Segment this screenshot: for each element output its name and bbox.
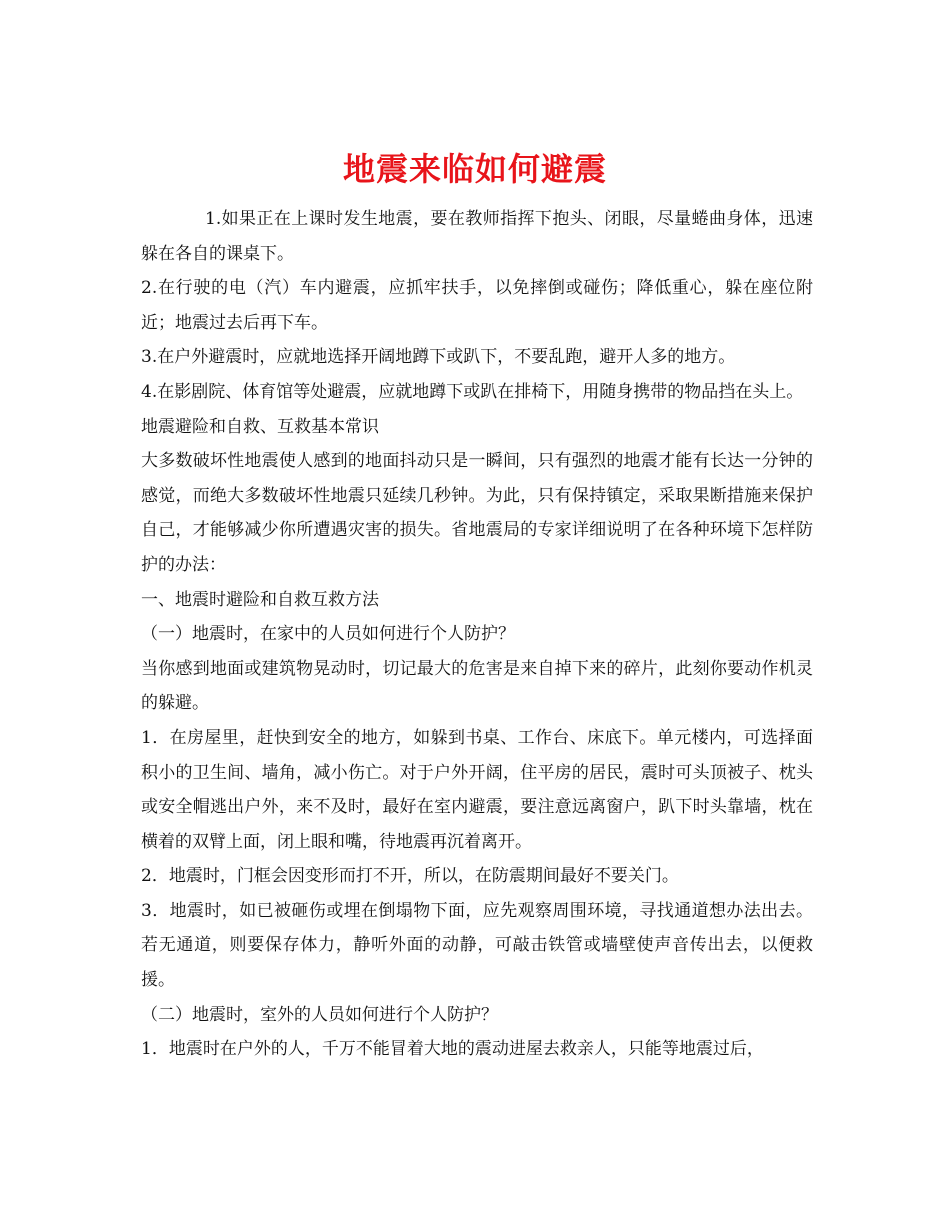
- document-body: [141, 202, 813, 1067]
- paragraph-home-1: 1．在房屋里，赶快到安全的地方，如躲到书桌、工作台、床底下。单元楼内，可选择面积小的卫生间、墙角，减小伤亡。对于户外开阔，住平房的居民，震时可头顶被子、枕头或安全帽逃出户外，来不及时，最好在室内避震，要注意远离窗户，趴下时头靠墙，枕在横着的双臂上面，闭上眼和嘴，待地震再沉着离开。: [141, 727, 813, 852]
- paragraph-home-3: 3．地震时，如已被砸伤或埋在倒塌物下面，应先观察周围环境，寻找通道想办法出去。若无通道，则要保存体力，静听外面的动静，可敲击铁管或墙壁使声音传出去，以便救援。: [141, 900, 813, 991]
- subheading-outdoor: （二）地震时，室外的人员如何进行个人防护？: [141, 1004, 498, 1025]
- paragraph-outdoor: 3.在户外避震时，应就地选择开阔地蹲下或趴下，不要乱跑，避开人多的地方。: [141, 347, 736, 368]
- paragraph-classroom: 1.如果正在上课时发生地震，要在教师指挥下抱头、闭眼，尽量蜷曲身体，迅速躲在各自的课桌下。: [141, 209, 813, 264]
- paragraph-home-2: 2．地震时，门框会因变形而打不开，所以，在防震期间最好不要关门。: [141, 866, 679, 887]
- paragraph-home-intro: 当你感到地面或建筑物晃动时，切记最大的危害是来自掉下来的碎片，此刻你要动作机灵的躲避。: [141, 658, 813, 714]
- section-heading-basics: 地震避险和自救、互救基本常识: [141, 416, 379, 437]
- subheading-home: （一）地震时，在家中的人员如何进行个人防护？: [141, 624, 515, 645]
- paragraph-intro: 大多数破坏性地震使人感到的地面抖动只是一瞬间，只有强烈的地震才能有长达一分钟的感觉，而绝大多数破坏性地震只延续几秒钟。为此，只有保持镇定，采取果断措施来保护自己，才能够减少你所遭遇灾害的损失。省地震局的专家详细说明了在各种环境下怎样防护的办法：: [141, 451, 813, 575]
- paragraph-theater: 4.在影剧院、体育馆等处避震，应就地蹲下或趴在排椅下，用随身携带的物品挡在头上。: [141, 381, 804, 402]
- paragraph-vehicle: 2.在行驶的电（汽）车内避震，应抓牢扶手，以免摔倒或碰伤；降低重心，躲在座位附近；地震过去后再下车。: [141, 278, 813, 333]
- paragraph-outdoor-1: 1．地震时在户外的人，千万不能冒着大地的震动进屋去救亲人，只能等地震过后，: [141, 1039, 764, 1060]
- document-title: 地震来临如何避震: [342, 150, 607, 189]
- section-heading-methods: 一、地震时避险和自救互救方法: [141, 589, 379, 610]
